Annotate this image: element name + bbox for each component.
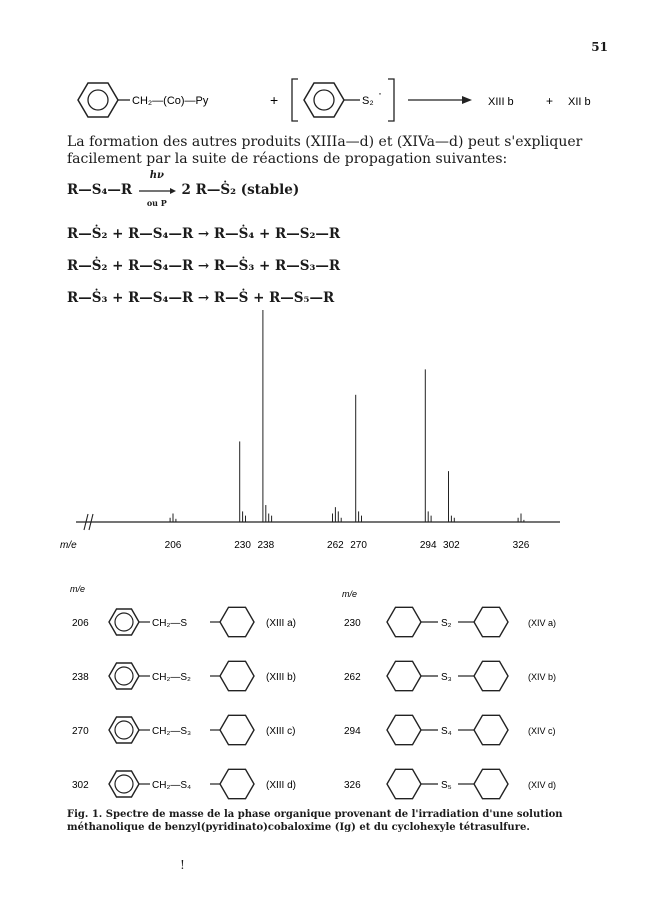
row-me-value: 238 (72, 672, 89, 683)
row-compound-label: (XIV b) (528, 672, 557, 682)
row-chain: CH₂—S₃ (152, 726, 192, 737)
cyclohexyl-ring-icon (220, 607, 254, 636)
table-row (344, 607, 556, 636)
page-number: 51 (591, 40, 608, 54)
left-compound-rows (72, 607, 296, 798)
benzene-ring-icon (109, 609, 139, 635)
right-compound-rows (344, 607, 556, 798)
scheme-radical-dot: · (378, 86, 382, 100)
scheme-plus-2: + (546, 94, 554, 108)
x-tick-label: 206 (164, 540, 182, 551)
arrow-icon (137, 186, 177, 196)
equation-4: R—Ṡ₃ + R—S₄—R → R—Ṡ + R—S₅—R (67, 290, 335, 306)
row-chain: CH₂—S (152, 618, 187, 629)
equation-1 (67, 169, 300, 208)
cyclohexyl-ring-icon (387, 661, 421, 690)
row-chain: CH₂—S₂ (152, 672, 191, 683)
compound-table (60, 580, 620, 800)
cyclohexyl-ring-icon (220, 715, 254, 744)
scheme-plus: + (270, 92, 279, 108)
table-row (72, 661, 296, 690)
row-me-value: 326 (344, 780, 361, 791)
x-tick-label: 326 (512, 540, 530, 551)
reaction-arrow-hv (137, 169, 177, 208)
stray-mark: ! (180, 858, 185, 872)
x-tick-label: 270 (350, 540, 367, 551)
row-me-value: 230 (344, 618, 361, 629)
table-row (344, 769, 556, 798)
row-me-value: 294 (344, 726, 361, 737)
scheme-product-2: XII b (568, 96, 591, 108)
cyclohexyl-ring-icon (474, 607, 508, 636)
scheme-product-1: XIII b (488, 96, 514, 108)
scheme-radical: S₂ (362, 95, 374, 107)
figure-caption: Fig. 1. Spectre de masse de la phase organique provenant de l'irradiation d'une solution méthanolique de benzyl(pyridinato)cobaloxime (Ig) et du cyclohexyle tétrasulfure. (67, 809, 563, 833)
table-row (344, 715, 556, 744)
cyclohexyl-ring-icon (474, 715, 508, 744)
paragraph-line-1: La formation des autres produits (XIIIa—d) et (XIVa—d) peut s'expliquer (67, 134, 583, 150)
table-row (72, 607, 296, 636)
x-axis-label: m/e (60, 540, 77, 551)
benzene-ring-icon (304, 83, 344, 117)
cyclohexyl-ring-icon (387, 715, 421, 744)
table-row (344, 661, 556, 690)
row-compound-label: (XIV c) (528, 726, 556, 736)
cyclohexyl-ring-icon (387, 607, 421, 636)
reaction-scheme (60, 75, 620, 125)
row-compound-label: (XIV d) (528, 780, 557, 790)
row-chain: S₂ (441, 618, 452, 629)
condition-label: ou P (146, 197, 167, 208)
benzene-ring-icon (109, 771, 139, 797)
row-compound-label: (XIII d) (266, 780, 297, 791)
row-compound-label: (XIII b) (266, 672, 297, 683)
equation-2: R—Ṡ₂ + R—S₄—R → R—Ṡ₄ + R—S₂—R (67, 226, 341, 242)
row-chain: S₅ (441, 780, 452, 791)
benzene-ring-icon (109, 717, 139, 743)
equation-3: R—Ṡ₂ + R—S₄—R → R—Ṡ₃ + R—S₃—R (67, 258, 341, 274)
paragraph-line-2: facilement par la suite de réactions de propagation suivantes: (67, 151, 508, 167)
table-row (72, 715, 295, 744)
cyclohexyl-ring-icon (474, 661, 508, 690)
row-chain: S₄ (441, 726, 452, 737)
equation-1-left: R—S₄—R (67, 182, 133, 198)
x-tick-label: 238 (257, 540, 275, 551)
row-chain: CH₂—S₄ (152, 780, 192, 791)
table-header-me-left: m/e (70, 584, 86, 594)
spectrum-peaks (170, 310, 524, 522)
hv-label: hν (149, 169, 164, 181)
row-compound-label: (XIII c) (266, 726, 296, 737)
row-me-value: 262 (344, 672, 361, 683)
x-tick-label: 262 (327, 540, 344, 551)
cyclohexyl-ring-icon (220, 769, 254, 798)
row-me-value: 302 (72, 780, 89, 791)
benzene-ring-icon (109, 663, 139, 689)
table-header-me-right: m/e (342, 589, 358, 599)
equation-1-right: 2 R—Ṡ₂ (stable) (181, 182, 300, 198)
cyclohexyl-ring-icon (474, 769, 508, 798)
row-compound-label: (XIV a) (528, 618, 557, 628)
row-compound-label: (XIII a) (266, 618, 297, 629)
cyclohexyl-ring-icon (220, 661, 254, 690)
row-chain: S₃ (441, 672, 452, 683)
x-tick-labels (165, 540, 530, 551)
cyclohexyl-ring-icon (387, 769, 421, 798)
x-tick-label: 294 (419, 540, 437, 551)
benzene-ring-icon (78, 83, 118, 117)
table-row (72, 769, 296, 798)
mass-spectrum-chart (60, 300, 580, 560)
scheme-left-group: CH₂—(Co)—Py (132, 95, 209, 107)
row-me-value: 270 (72, 726, 89, 737)
x-tick-label: 302 (443, 540, 460, 551)
x-tick-label: 230 (234, 540, 251, 551)
row-me-value: 206 (72, 618, 89, 629)
